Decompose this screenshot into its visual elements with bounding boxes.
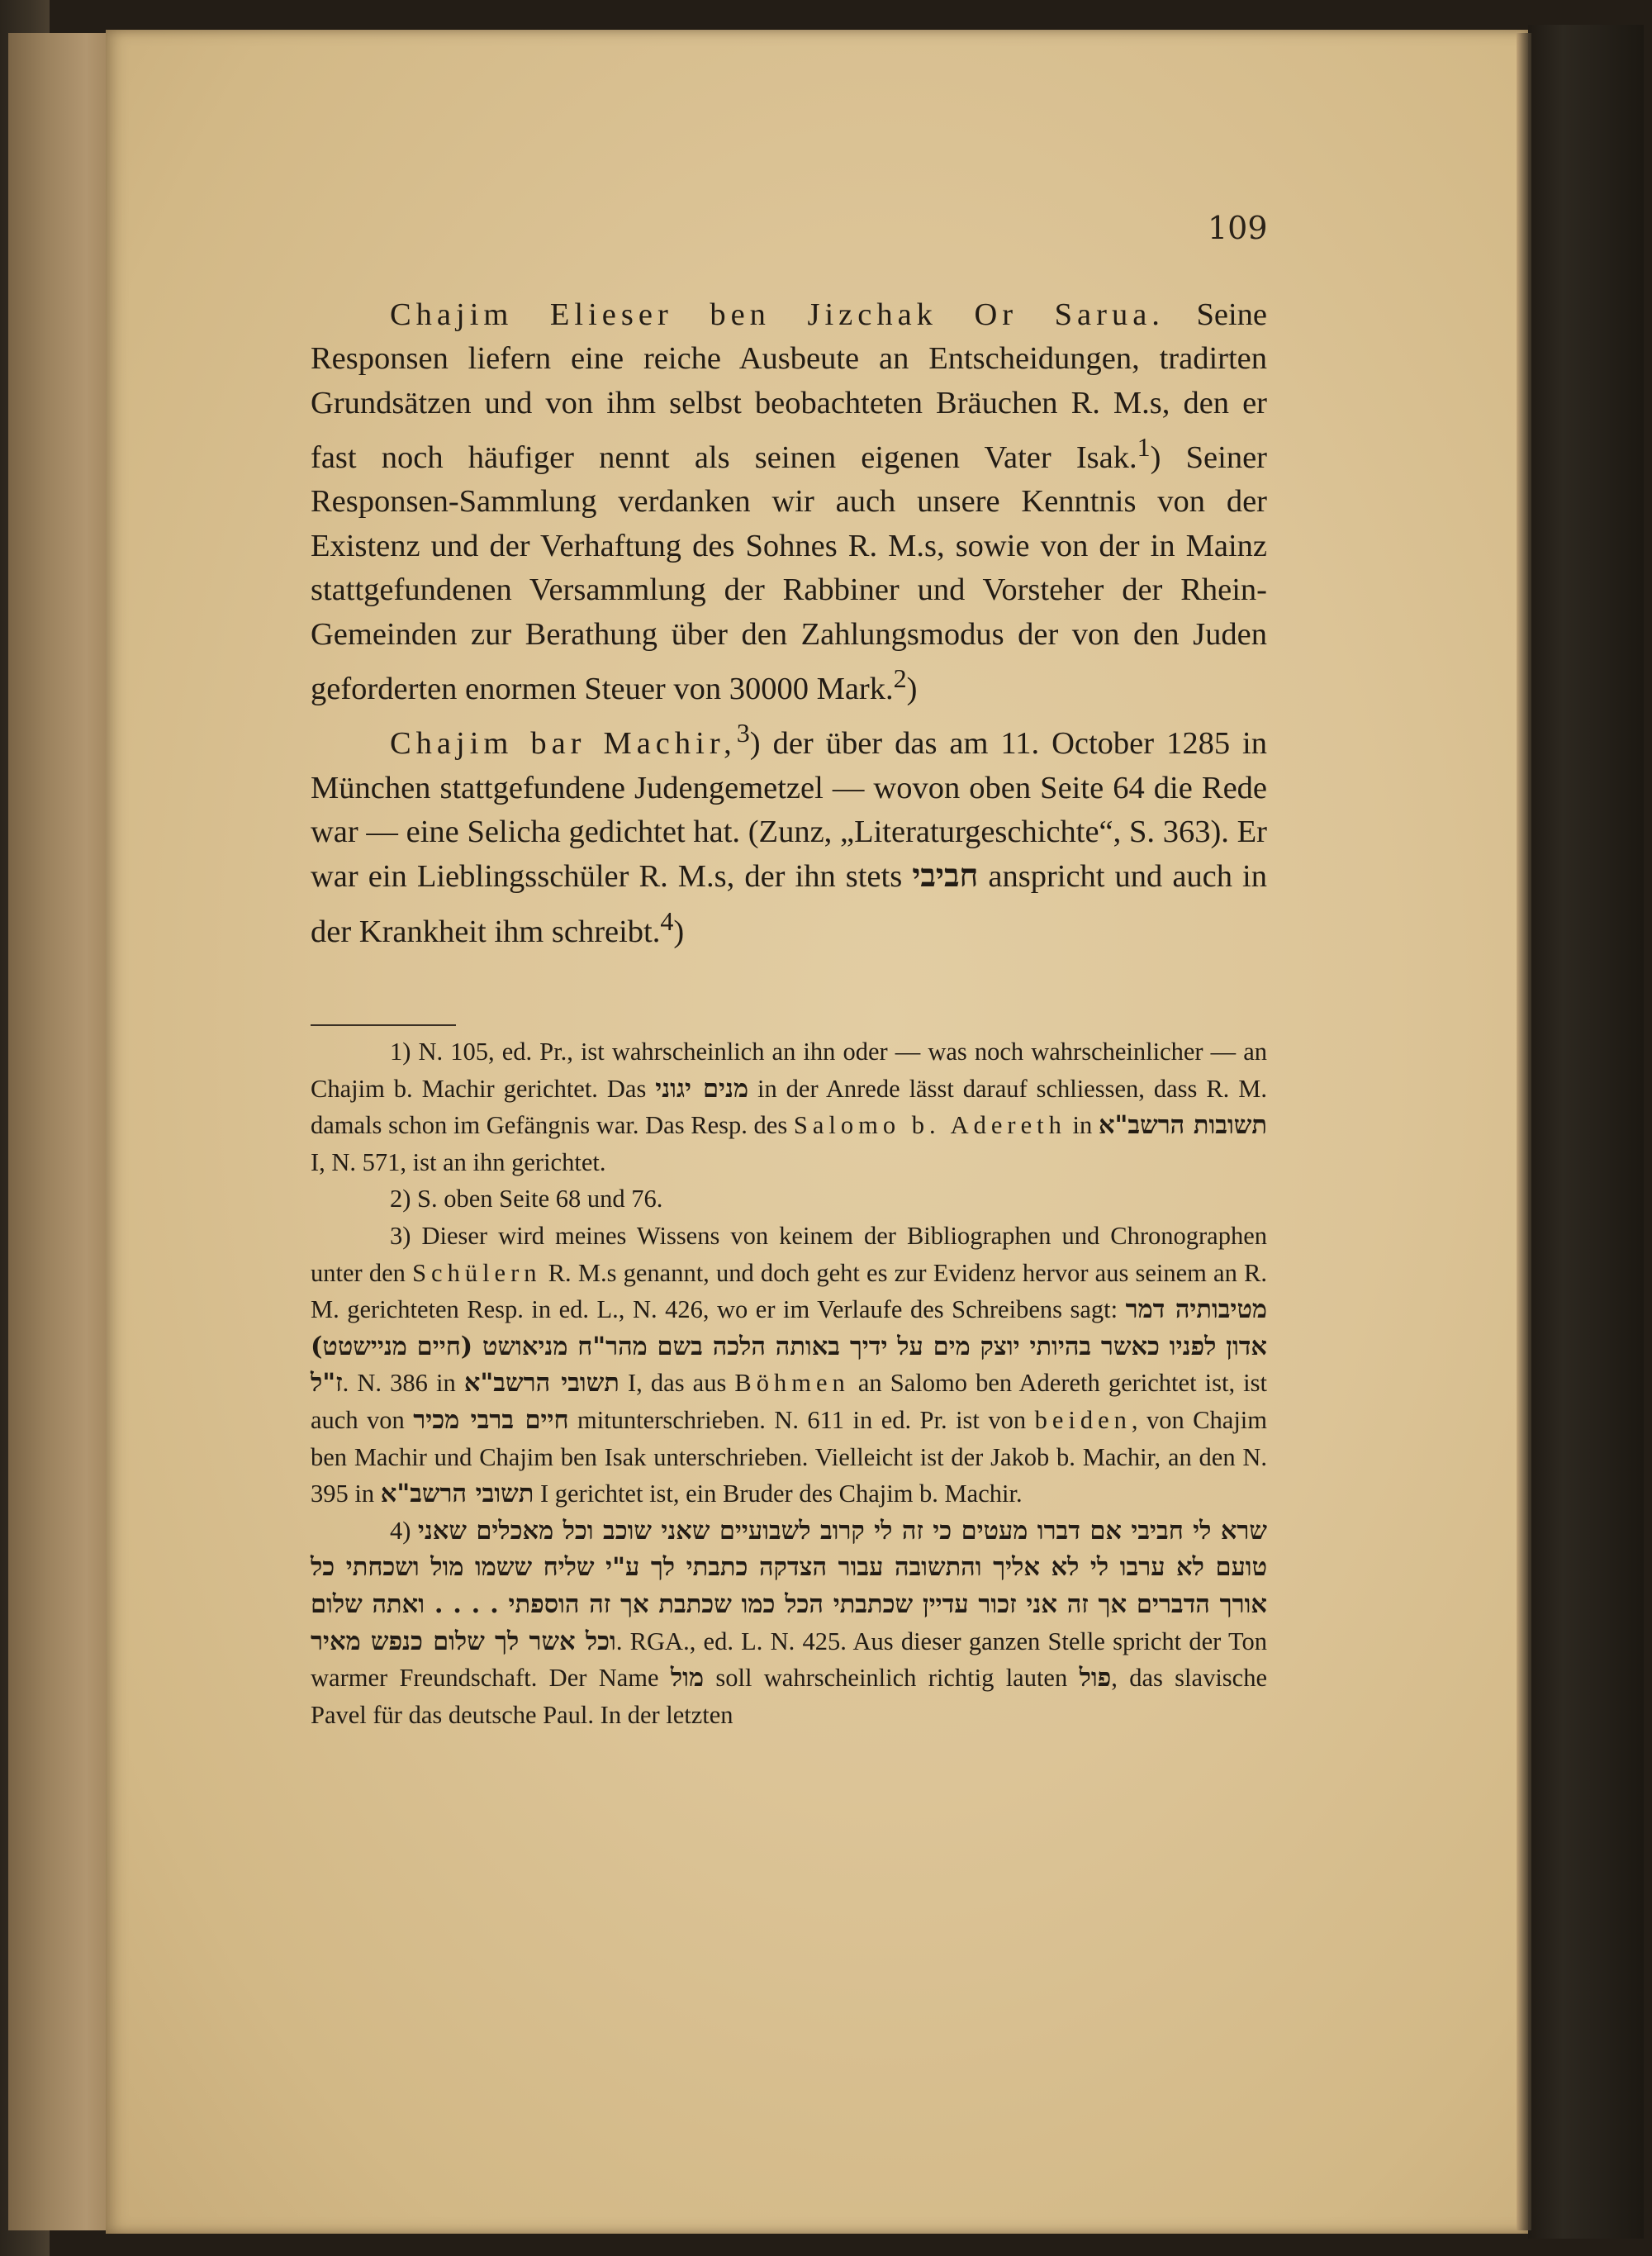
person-name: Chajim Elieser ben Jizchak Or Sarua. xyxy=(390,297,1165,332)
book-cover-edge xyxy=(8,33,108,2230)
main-text xyxy=(311,293,1267,954)
footnote-ref: 4 xyxy=(660,905,674,936)
hebrew-text: שרא לי חביבי אם דברו מעטים כי זה לי קרוב לשבועיים שאני שוכב וכל מאכלים שאני טועם לא ערבו לי לא אליך והתשובה עבור הצדקה כתבתי לך ע"י שליח ששמו מול ושכחתי כל אורך הדברים אך זה אני זכור עדיין שכתבתי הכל כמו שכתבת אך זה הוספתי . . . . ואתה שלום וכל אשר לך שלום כנפש מאיר xyxy=(311,1515,1268,1656)
hebrew-text: תשובי הרשב"א xyxy=(380,1479,534,1509)
hebrew-text: מטיבותיה דמר אדון לפניו כאשר בהיותי יוצק מים על ידיך באותה הלכה בשם מהר"ח מניאושט (חיים מניישטט) ז"ל xyxy=(311,1294,1267,1399)
spaced-word: beiden xyxy=(1034,1405,1132,1434)
spaced-word: Böhmen xyxy=(734,1369,850,1398)
hebrew-text: תשובי הרשב"א xyxy=(463,1368,620,1399)
page-edge-shadow xyxy=(1517,33,1531,2230)
footnote-marker: 3) xyxy=(390,1221,411,1250)
footnote-marker: 1) xyxy=(390,1038,411,1066)
hebrew-text: חיים ברבי מכיר xyxy=(413,1404,569,1435)
person-name: Chajim bar Machir, xyxy=(390,726,737,762)
hebrew-text: מנים יגוני xyxy=(655,1073,749,1104)
footnote-3: 3) Dieser wird meines Wissens von keinem der Bibliographen und Chronographen unter den Schülern R. M.s genannt, und doch geht es zur Evidenz hervor aus seinem an R. M. gerichteten Resp. in ed. L., N. 426, wo er im Verlaufe des Schreibens sagt: מטיבותיה דמר אדון לפניו כאשר בהיותי יוצק מים על ידיך באותה הלכה בשם מהר"ח מניאושט (חיים מניישטט) ז"ל. N. 386 in תשובי הרשב"א I, das aus Böhmen an Salomo ben Adereth gerichtet ist, ist auch von חיים ברבי מכיר mitunterschrieben. N. 611 in ed. Pr. ist von beiden, von Chajim ben Machir und Chajim ben Isak unterschrieben. Vielleicht ist der Jakob b. Machir, an den N. 395 in תשובי הרשב"א I gerichtet ist, ein Bruder des Chajim b. Machir. xyxy=(311,1221,1267,1509)
footnote-2: 2) S. oben Seite 68 und 76. xyxy=(390,1185,663,1213)
footnote-divider xyxy=(311,1024,456,1026)
page-edge-right xyxy=(1528,25,1644,2239)
hebrew-text: מול xyxy=(670,1663,705,1693)
footnote-ref: 2 xyxy=(893,663,907,694)
footnotes xyxy=(311,1033,1267,1733)
page-number: 109 xyxy=(1208,210,1268,246)
footnote-1: 1) N. 105, ed. Pr., ist wahrscheinlich an ihn oder — was noch wahrscheinlicher — an Chajim b. Machir gerichtet. Das מנים יגוני in der Anrede lässt darauf schliessen, dass R. M. damals schon im Gefängnis war. Das Resp. des Salomo b. Adereth in תשובות הרשב"א I, N. 571, ist an ihn gerichtet. xyxy=(311,1038,1268,1176)
footnote-4: 4) שרא לי חביבי אם דברו מעטים כי זה לי קרוב לשבועיים שאני שוכב וכל מאכלים שאני טועם לא ערבו לי לא אליך והתשובה עבור הצדקה כתבתי לך ע"י שליח ששמו מול ושכחתי כל אורך הדברים אך זה אני זכור עדיין שכתבתי הכל כמו שכתבת אך זה הוספתי . . . . ואתה שלום וכל אשר לך שלום כנפש מאיר. RGA., ed. L. N. 425. Aus dieser ganzen Stelle spricht der Ton warmer Freundschaft. Der Name מול soll wahrscheinlich richtig lauten פול, das slavische Pavel für das deutsche Paul. In der letzten xyxy=(311,1515,1268,1729)
hebrew-text: תשובות הרשב"א xyxy=(1098,1110,1268,1141)
hebrew-text: חביבי xyxy=(912,857,979,895)
person-name: Salomo b. Adereth xyxy=(793,1111,1066,1140)
paragraph-chajim-elieser: Chajim Elieser ben Jizchak Or Sarua. Seine Responsen liefern eine reiche Ausbeute an Entscheidungen, tradirten Grundsätzen und von ihm selbst beobachteten Bräuchen R. M.s, den er fast noch häufiger nennt als seinen eigenen Vater Isak.$^1$) Seiner Responsen-Sammlung verdanken wir auch unsere Kenntnis von der Existenz und der Verhaftung des Sohnes R. M.s, sowie von der in Mainz stattgefundenen Versammlung der Rabbiner und Vorsteher der Rhein-Gemeinden zur Berathung über den Zahlungsmodus der von den Juden geforderten enormen Steuer von 30000 Mark.$^2$) xyxy=(311,297,1268,706)
footnote-marker: 2) xyxy=(390,1185,411,1213)
spaced-word: Schülern xyxy=(412,1258,542,1287)
paragraph-chajim-bar-machir: Chajim bar Machir,$^3$) der über das am 11. October 1285 in München stattgefundene Judengemetzel — wovon oben Seite 64 die Rede war — eine Selicha gedichtet hat. (Zunz, „Literaturgeschichte“, S. 363). Er war ein Lieblingsschüler R. M.s, der ihn stets חביבי anspricht und auch in der Krankheit ihm schreibt.$^4$) xyxy=(311,718,1267,949)
footnote-marker: 4) xyxy=(390,1516,411,1545)
footnote-ref: 1 xyxy=(1137,432,1151,463)
hebrew-text: פול xyxy=(1079,1663,1112,1693)
footnote-ref: 3 xyxy=(736,718,750,748)
